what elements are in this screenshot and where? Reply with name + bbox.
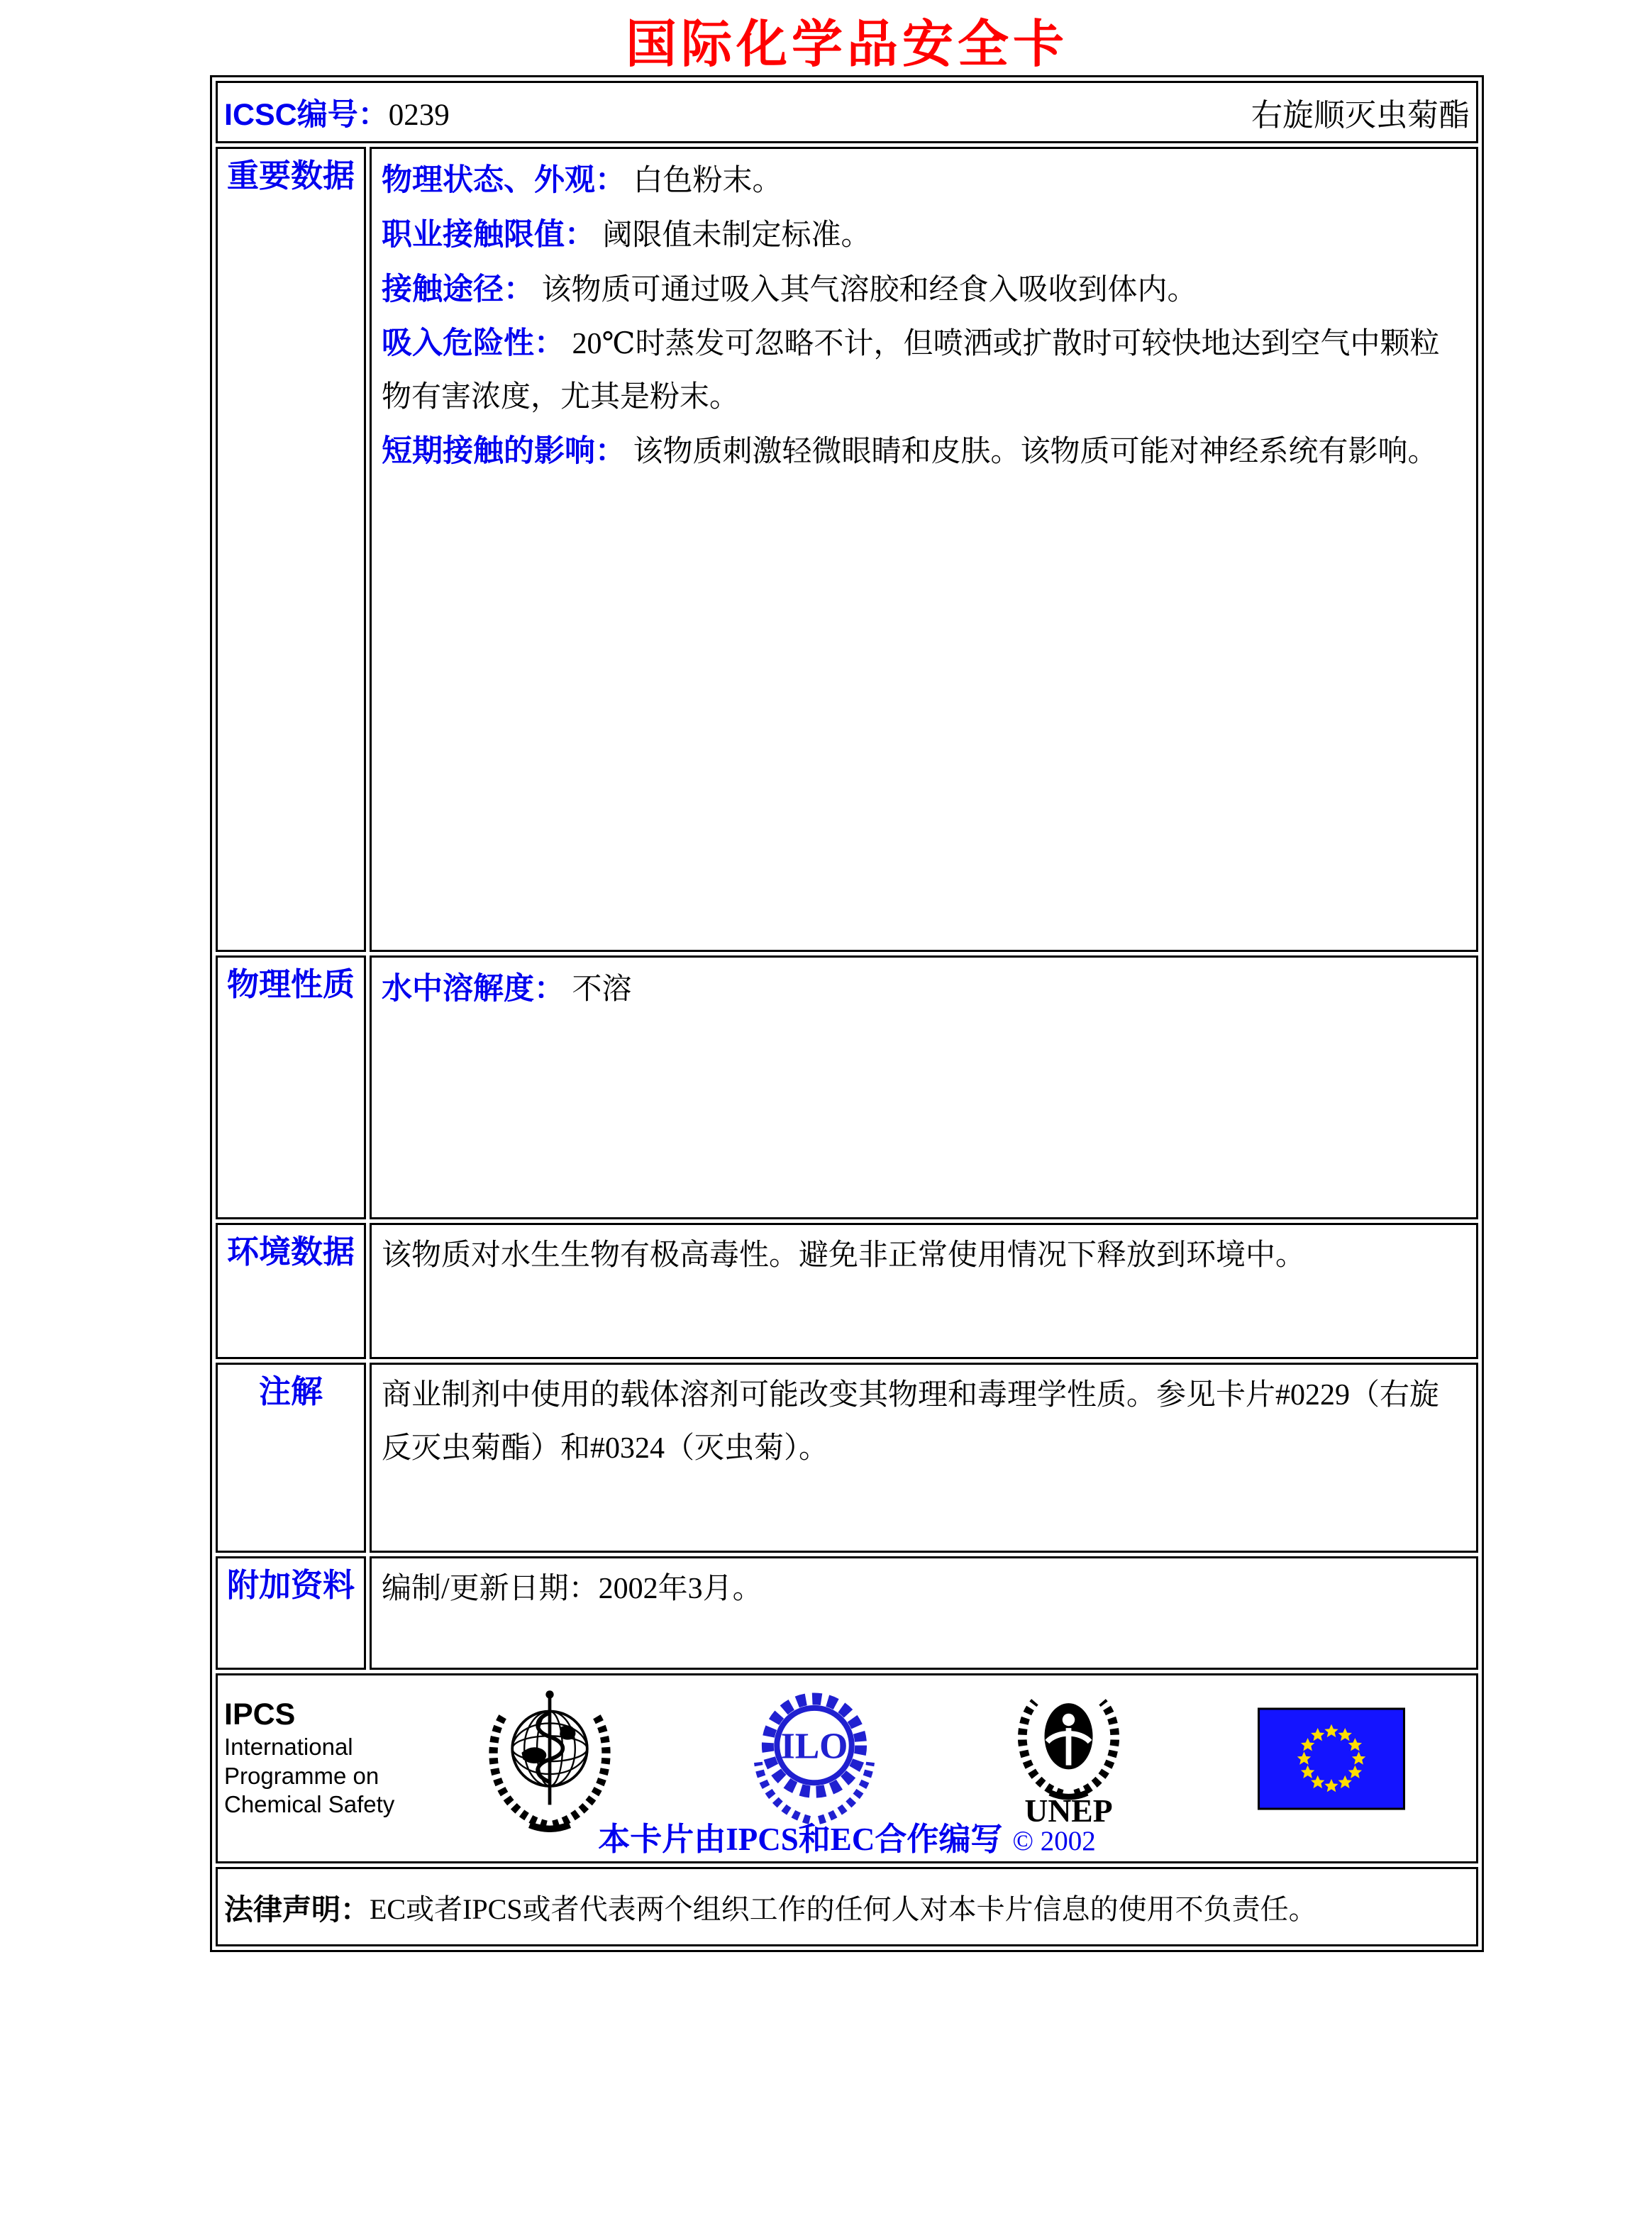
section-content-additional-info <box>370 1556 1478 1670</box>
section-label-additional-info: 附加资料 <box>216 1556 366 1670</box>
unep-logo-icon <box>1009 1682 1129 1828</box>
section-content-notes <box>370 1363 1478 1553</box>
field-label: 职业接触限值： <box>382 217 595 252</box>
chemical-name: 右旋顺灭虫菊酯 <box>1251 98 1470 133</box>
ipcs-acronym: IPCS <box>224 1697 296 1731</box>
section-content-physical-properties <box>370 955 1478 1219</box>
field-label: 吸入危险性： <box>382 326 565 361</box>
additional-info-text: 编制/更新日期：2002年3月。 <box>382 1573 763 1605</box>
icsc-card <box>210 75 1484 1952</box>
card-table <box>212 77 1482 1950</box>
copyright-text: © 2002 <box>1012 1826 1096 1856</box>
unep-logo-block <box>1009 1682 1129 1832</box>
footer-caption <box>218 1813 1475 1859</box>
legal-label: 法律声明： <box>224 1893 370 1926</box>
field-value: 该物质刺激轻微眼睛和皮肤。该物质可能对神经系统有影响。 <box>633 435 1438 468</box>
section-content-important-data <box>370 147 1478 952</box>
icsc-number-group <box>224 91 450 134</box>
important-data-line <box>382 208 1466 262</box>
ipcs-line-3: Chemical Safety <box>224 1790 395 1817</box>
ipcs-line-1: International <box>224 1734 353 1761</box>
field-value: 白色粉末。 <box>633 165 782 197</box>
icsc-number-label: ICSC编号： <box>224 97 389 132</box>
unep-label: UNEP <box>1024 1793 1113 1828</box>
ilo-logo-icon <box>749 1682 880 1827</box>
legal-row <box>216 1867 1478 1946</box>
important-data-line <box>382 153 1466 208</box>
legal-text: EC或者IPCS或者代表两个组织工作的任何人对本卡片信息的使用不负责任。 <box>370 1893 1317 1925</box>
section-label-environmental-data: 环境数据 <box>216 1223 366 1359</box>
caption-text: 本卡片由IPCS和EC合作编写 <box>598 1822 1003 1857</box>
who-logo-icon <box>479 1682 621 1832</box>
field-value: 20℃时蒸发可忽略不计，但喷洒或扩散时可较快地达到空气中颗粒物有害浓度，尤其是粉末。 <box>382 328 1440 414</box>
section-label-physical-properties: 物理性质 <box>216 955 366 1219</box>
page-title: 国际化学品安全卡 <box>625 16 1068 73</box>
important-data-line <box>382 316 1466 424</box>
ipcs-line-2: Programme on <box>224 1762 379 1789</box>
header-row <box>216 81 1478 143</box>
field-value: 阈限值未制定标准。 <box>602 218 871 252</box>
environmental-data-text: 该物质对水生生物有极高毒性。避免非正常使用情况下释放到环境中。 <box>382 1239 1306 1272</box>
physical-properties-line <box>382 962 1466 1016</box>
notes-text: 商业制剂中使用的载体溶剂可能改变其物理和毒理学性质。参见卡片#0229（右旋反灭虫菊酯）和#0324（灭虫菊）。 <box>382 1379 1440 1465</box>
ilo-monogram: ILO <box>780 1726 848 1767</box>
important-data-line <box>382 262 1466 317</box>
section-label-notes: 注解 <box>216 1363 366 1553</box>
section-label-important-data: 重要数据 <box>216 147 366 952</box>
field-label: 水中溶解度： <box>382 972 565 1006</box>
field-value: 不溶 <box>572 973 632 1006</box>
field-label: 物理状态、外观： <box>382 163 626 197</box>
eu-flag-icon <box>1258 1707 1405 1810</box>
field-label: 接触途径： <box>382 272 534 306</box>
logos-row <box>216 1673 1478 1863</box>
field-value: 该物质可通过吸入其气溶胶和经食入吸收到体内。 <box>541 273 1197 306</box>
field-label: 短期接触的影响： <box>382 433 626 468</box>
important-data-line <box>382 424 1466 479</box>
section-content-environmental-data <box>370 1223 1478 1359</box>
icsc-number-value: 0239 <box>388 98 450 132</box>
ipcs-text-block <box>224 1680 414 1819</box>
